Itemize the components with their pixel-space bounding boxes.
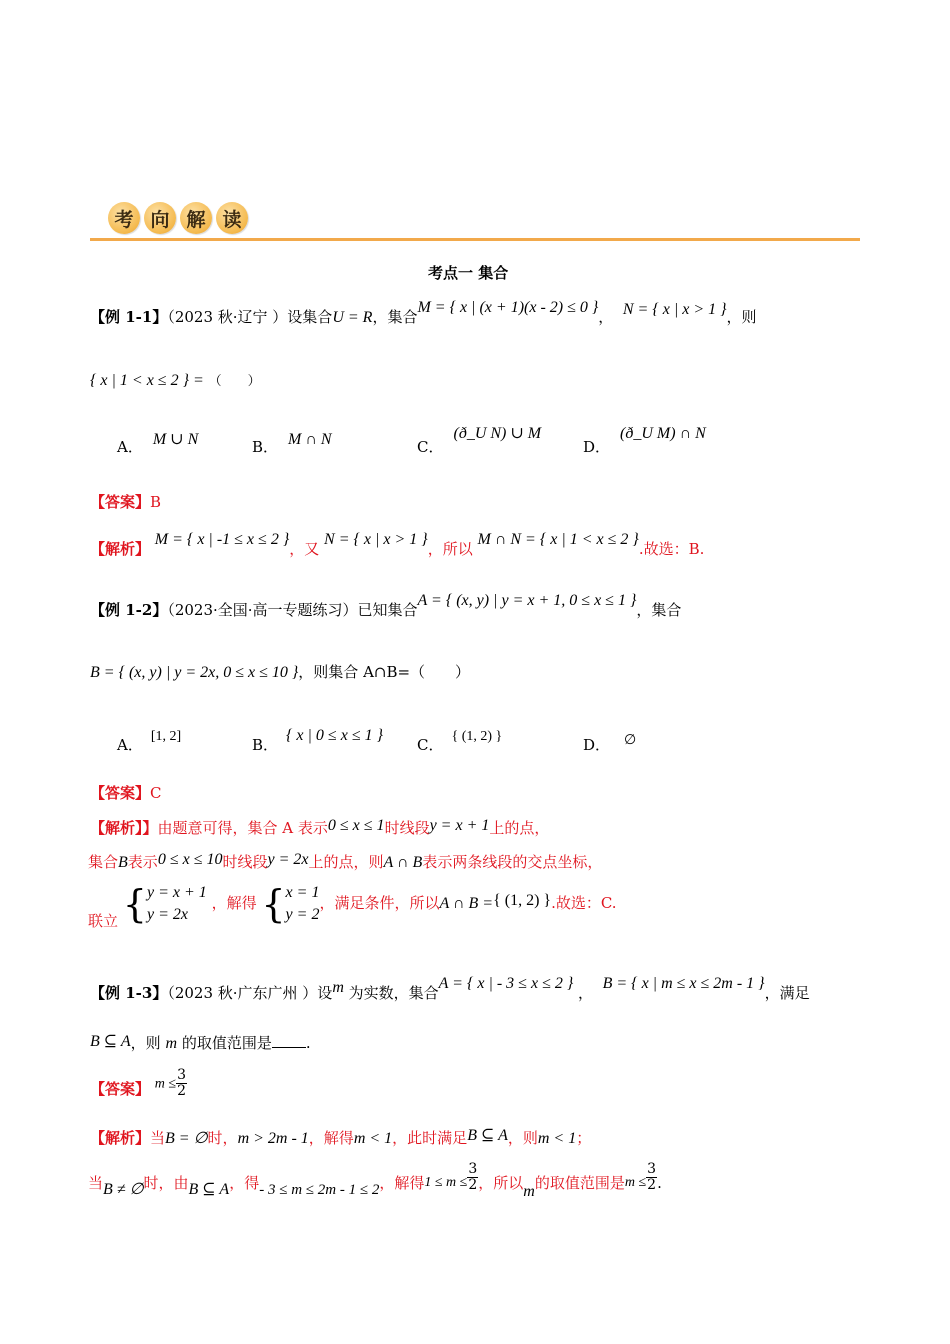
ex1-analysis-n: N = { x | x > 1 } xyxy=(324,531,428,548)
ex3-q-b: 的取值范围是 xyxy=(181,1034,272,1052)
ex3-a-expr: A = { x | - 3 ≤ x ≤ 2 } xyxy=(438,975,574,992)
ex1-question xyxy=(90,370,261,390)
ex2-l2e: 时线段 xyxy=(222,853,268,871)
ex3-l2c: 时，由 xyxy=(143,1173,189,1192)
answer-value: B xyxy=(150,493,162,511)
option-label: C． xyxy=(417,736,444,754)
ex3-l2l: m ≤ xyxy=(624,1174,647,1190)
ex2-system2-brace: { xyxy=(261,882,286,926)
ex1-option-a xyxy=(117,431,199,457)
ex3-l1c: 时， xyxy=(207,1129,238,1147)
ex3-l2f: - 3 ≤ m ≤ 2m - 1 ≤ 2 xyxy=(259,1181,380,1198)
ex2-line2 xyxy=(90,661,470,682)
ex2-l2b: B xyxy=(118,854,128,871)
ex2-l1a: 由题意可得，集合 A 表示 xyxy=(157,819,328,837)
ex3-l2b: B ≠ ∅ xyxy=(103,1180,144,1198)
ex2-analysis-line3 xyxy=(88,882,617,930)
ex2-l2a: 集合 xyxy=(88,853,119,871)
analysis-label: 【解析】 xyxy=(90,540,151,558)
ex1-analysis-res: M ∩ N = { x | 1 < x ≤ 2 } xyxy=(477,531,639,548)
ex1-answer xyxy=(90,491,161,512)
ex1-n-expr: N = { x | x > 1 } xyxy=(622,301,727,318)
ex2-l3b: ，解得 xyxy=(211,894,257,912)
ex2-sys2-bot: y = 2 xyxy=(285,906,320,923)
ex2-source: （2023·全国·高一专题练习）已知集合 xyxy=(167,601,418,619)
ex1-sep: ， xyxy=(598,308,614,326)
ex1-u-expr: U = R xyxy=(332,309,373,326)
ex2-line1 xyxy=(90,592,682,620)
ex3-line2 xyxy=(90,1032,311,1053)
option-label: D． xyxy=(583,438,611,456)
ex3-l2k: 的取值范围是 xyxy=(534,1173,625,1192)
ex3-answer-blank[interactable] xyxy=(272,1033,306,1048)
ex2-tag: 【例 1-2】 xyxy=(90,601,168,619)
ex3-answer-frac xyxy=(176,1068,187,1099)
ex3-sep: ， xyxy=(578,984,594,1002)
ex3-m: m xyxy=(332,979,344,996)
ex3-m-inline: m xyxy=(165,1035,178,1052)
ex3-l2e: ，得 xyxy=(229,1173,260,1192)
ex1-question-expr: { x | 1 < x ≤ 2 } = xyxy=(90,372,204,389)
ex3-l2g: ，解得 xyxy=(379,1173,425,1192)
ex3-l1g: ，此时满足 xyxy=(392,1129,468,1147)
option-label: B． xyxy=(252,438,279,456)
ex3-l2-end: . xyxy=(657,1173,662,1192)
ex2-sys2-top: x = 1 xyxy=(285,884,320,901)
ex2-l2h: A ∩ B xyxy=(383,854,423,871)
option-label: C． xyxy=(417,438,444,456)
frac-num: 3 xyxy=(647,1161,657,1177)
ex1-line1 xyxy=(90,299,757,327)
ex1-option-c xyxy=(417,425,542,457)
option-expr: M ∪ N xyxy=(152,431,199,448)
ex2-system1-brace: { xyxy=(122,882,147,926)
ex1-analysis xyxy=(90,531,705,559)
ex2-l1d: y = x + 1 xyxy=(429,817,490,834)
ex1-analysis-you: ，又 xyxy=(289,540,320,558)
ex3-l2d: B ⊆ A xyxy=(188,1180,230,1198)
frac-den: 2 xyxy=(468,1177,478,1193)
ex3-b-expr: B = { x | m ≤ x ≤ 2m - 1 } xyxy=(602,975,765,992)
option-expr: [1, 2] xyxy=(150,729,182,744)
ex1-comma-set: ，集合 xyxy=(372,308,418,326)
answer-value: C xyxy=(150,784,162,802)
ex2-l1e: 上的点， xyxy=(489,819,550,837)
ex1-paren: （ ） xyxy=(208,374,261,389)
ex1-then: ，则 xyxy=(726,308,757,326)
ex1-option-d xyxy=(583,425,706,457)
answer-label: 【答案】 xyxy=(90,493,151,511)
section-header-badges xyxy=(108,202,248,236)
analysis-label: 【解析】 xyxy=(90,1129,151,1147)
ex3-source-b: 为实数，集合 xyxy=(348,984,439,1002)
ex3-line1 xyxy=(90,975,810,1003)
option-expr: { (1, 2) } xyxy=(451,729,503,744)
ex2-l2g: 上的点，则 xyxy=(308,853,384,871)
analysis-label: 【解析】】 xyxy=(90,819,158,837)
ex3-l2i: ，所以 xyxy=(478,1173,524,1192)
ex1-source: （2023 秋·辽宁 ）设集合 xyxy=(167,308,333,326)
ex2-l3d: A ∩ B = xyxy=(439,895,494,912)
ex3-l2h: 1 ≤ m ≤ xyxy=(424,1174,468,1190)
ex1-analysis-m: M = { x | -1 ≤ x ≤ 2 } xyxy=(154,531,290,548)
header-badge-2: 向 xyxy=(144,202,176,234)
option-expr: (ð_U M) ∩ N xyxy=(620,425,706,442)
ex2-question: ，则集合 A∩B=（ ） xyxy=(298,663,471,681)
ex1-option-b xyxy=(252,431,332,457)
ex2-l3c: ，满足条件，所以 xyxy=(319,894,440,912)
ex3-l1k: ； xyxy=(576,1129,592,1147)
ex3-source-a: （2023 秋·广东广州 ）设 xyxy=(167,984,333,1002)
ex3-l1h: B ⊆ A xyxy=(467,1127,508,1144)
ex2-answer xyxy=(90,782,162,803)
option-label: A． xyxy=(117,438,143,456)
option-expr: ∅ xyxy=(624,733,637,748)
ex2-l1c: 时线段 xyxy=(384,819,430,837)
option-expr: { x | 0 ≤ x ≤ 1 } xyxy=(286,727,383,744)
ex3-period: . xyxy=(305,1034,311,1052)
ex3-l2j: m xyxy=(523,1182,535,1200)
ex2-l3f: .故选：C. xyxy=(551,894,617,912)
ex1-m-expr: M = { x | (x + 1)(x - 2) ≤ 0 } xyxy=(417,299,599,316)
ex2-analysis-line2 xyxy=(88,851,602,872)
ex2-comma-set: ，集合 xyxy=(636,601,682,619)
ex2-sys1-bot: y = 2x xyxy=(146,906,188,923)
ex3-l1f: m < 1 xyxy=(353,1130,393,1147)
ex3-analysis-line1 xyxy=(90,1127,591,1148)
ex3-l1d: m > 2m - 1 xyxy=(237,1130,309,1147)
ex2-system2 xyxy=(286,882,320,926)
option-label: D． xyxy=(583,736,611,754)
header-badge-3: 解 xyxy=(180,202,212,234)
ex3-l2-frac1 xyxy=(467,1162,478,1193)
ex2-l2c: 表示 xyxy=(127,853,158,871)
ex2-option-b xyxy=(252,727,383,755)
ex2-b-expr: B = { (x, y) | y = 2x, 0 ≤ x ≤ 10 } xyxy=(90,664,299,681)
header-badge-4: 读 xyxy=(216,202,248,234)
ex1-tag: 【例 1-1】 xyxy=(90,308,168,326)
ex2-option-d xyxy=(583,734,636,755)
ex3-l1b: B = ∅ xyxy=(165,1130,208,1147)
ex2-option-a xyxy=(117,729,182,755)
ex3-analysis-line2 xyxy=(88,1161,662,1200)
ex3-l1a: 当 xyxy=(150,1129,166,1147)
frac-num: 3 xyxy=(177,1067,187,1083)
ex2-l3e: { (1, 2) } xyxy=(493,892,552,909)
ex2-sys1-top: y = x + 1 xyxy=(146,884,207,901)
ex3-cond: B ⊆ A xyxy=(90,1033,131,1050)
section-title: 考点一 集合 xyxy=(428,264,509,282)
option-expr: M ∩ N xyxy=(288,431,332,448)
ex3-answer xyxy=(90,1068,187,1099)
ex2-l2f: y = 2x xyxy=(267,851,309,868)
ex2-l3a: 联立 xyxy=(88,912,119,930)
ex2-option-c xyxy=(417,729,503,755)
ex2-l1b: 0 ≤ x ≤ 1 xyxy=(327,817,385,834)
ex2-l2d: 0 ≤ x ≤ 10 xyxy=(157,851,223,868)
answer-label: 【答案】 xyxy=(90,1079,151,1098)
ex3-l1j: m < 1 xyxy=(537,1130,577,1147)
ex3-l1i: ，则 xyxy=(507,1129,538,1147)
ex3-tag: 【例 1-3】 xyxy=(90,984,168,1002)
ex3-answer-pre: m ≤ xyxy=(154,1076,177,1092)
option-expr: (ð_U N) ∪ M xyxy=(453,425,542,442)
ex3-satisfy: ，满足 xyxy=(764,984,810,1002)
ex3-l2-frac2 xyxy=(646,1162,657,1193)
ex3-l2a: 当 xyxy=(88,1173,104,1192)
frac-den: 2 xyxy=(177,1083,187,1099)
header-rule xyxy=(90,238,860,241)
ex2-analysis-line1 xyxy=(90,817,549,838)
option-label: A． xyxy=(117,736,143,754)
ex2-system1 xyxy=(147,882,207,926)
ex3-l1e: ，解得 xyxy=(308,1129,354,1147)
ex2-l2i: 表示两条线段的交点坐标， xyxy=(422,853,603,871)
header-badge-1: 考 xyxy=(108,202,140,234)
frac-den: 2 xyxy=(647,1177,657,1193)
answer-label: 【答案】 xyxy=(90,784,151,802)
ex1-analysis-suoyi: ，所以 xyxy=(427,540,473,558)
option-label: B． xyxy=(252,736,279,754)
ex1-analysis-end: .故选：B. xyxy=(638,540,705,558)
ex2-a-expr: A = { (x, y) | y = x + 1, 0 ≤ x ≤ 1 } xyxy=(417,592,637,609)
frac-num: 3 xyxy=(468,1161,478,1177)
ex3-q-a: ，则 xyxy=(130,1034,161,1052)
